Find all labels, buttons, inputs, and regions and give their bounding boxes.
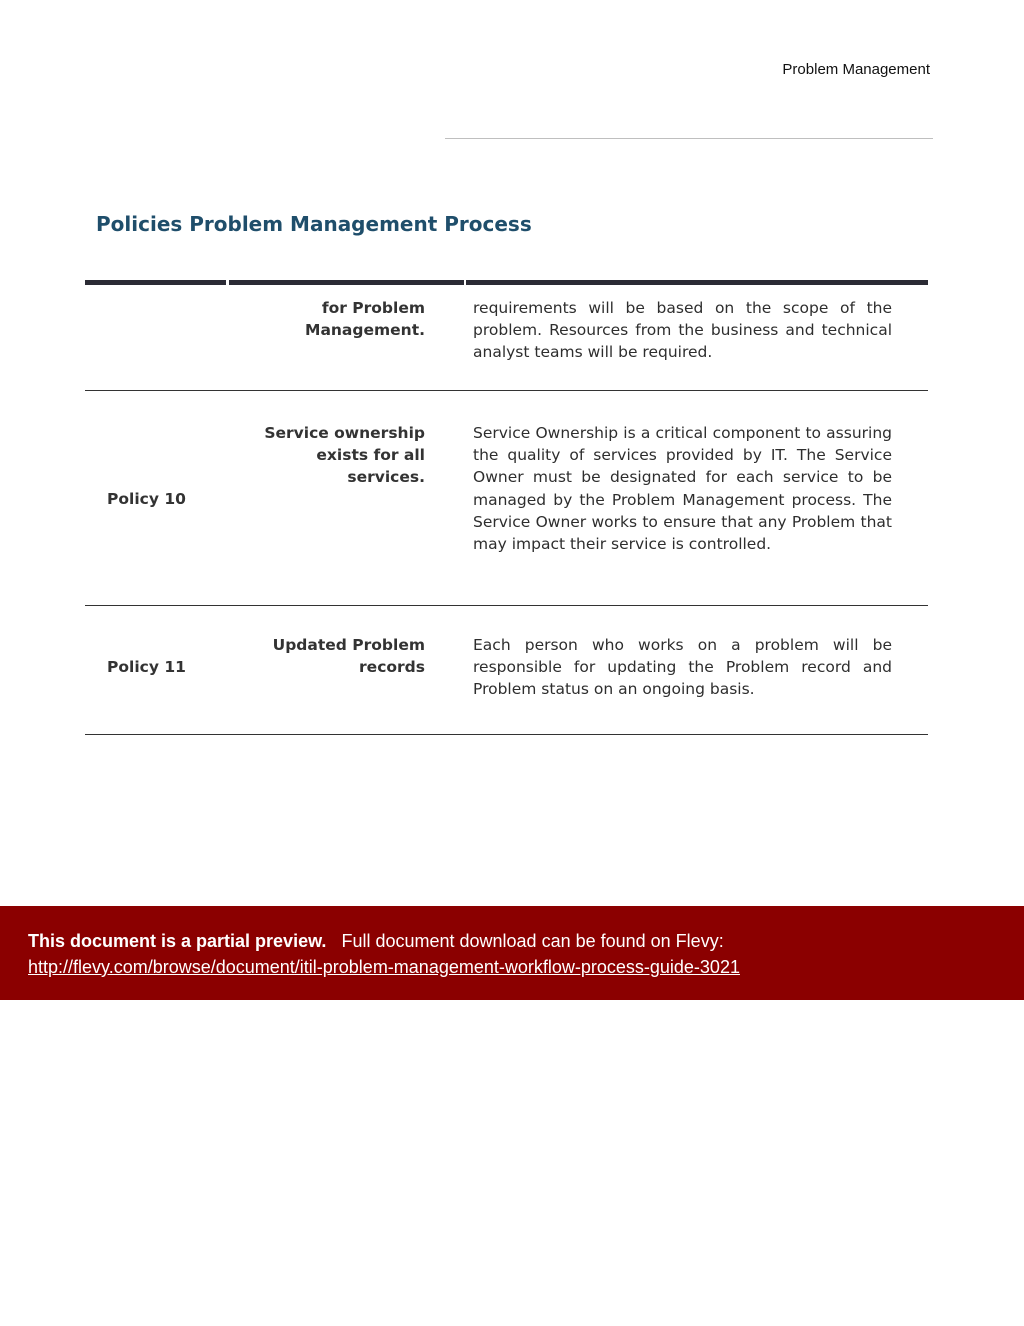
policy-description: Service Ownership is a critical component to assuring the quality of services provided by IT. The Service Owner must be designated for each service to be managed by the Problem Management process. The Service Owner works to ensure that any Problem that may impact their service is controlled.	[473, 424, 892, 554]
table-row	[85, 606, 928, 735]
banner-text: Full document download can be found on Flevy:	[341, 931, 724, 951]
policy-label: Policy 10	[107, 490, 186, 508]
policy-title: Updated Problem records	[272, 636, 425, 677]
section-title: Policies Problem Management Process	[96, 212, 532, 236]
page-header-title: Problem Management	[782, 61, 930, 78]
policy-description: requirements will be based on the scope of the problem. Resources from the business and technical analyst teams will be required.	[473, 299, 892, 362]
table-row	[85, 391, 928, 606]
banner-bold-text: This document is a partial preview.	[28, 931, 327, 951]
header-divider	[445, 138, 933, 139]
flevy-download-link[interactable]: http://flevy.com/browse/document/itil-problem-management-workflow-process-guide-3021	[28, 957, 740, 977]
preview-banner	[0, 906, 1024, 1000]
policy-description: Each person who works on a problem will be responsible for updating the Problem record and Problem status on an ongoing basis.	[473, 636, 892, 699]
table-row	[85, 285, 928, 391]
banner-message	[28, 931, 724, 952]
policy-title: Service ownership exists for all services.	[264, 424, 425, 487]
policies-table	[85, 280, 928, 735]
policy-label: Policy 11	[107, 658, 186, 676]
policy-title: for Problem Management.	[305, 299, 425, 340]
